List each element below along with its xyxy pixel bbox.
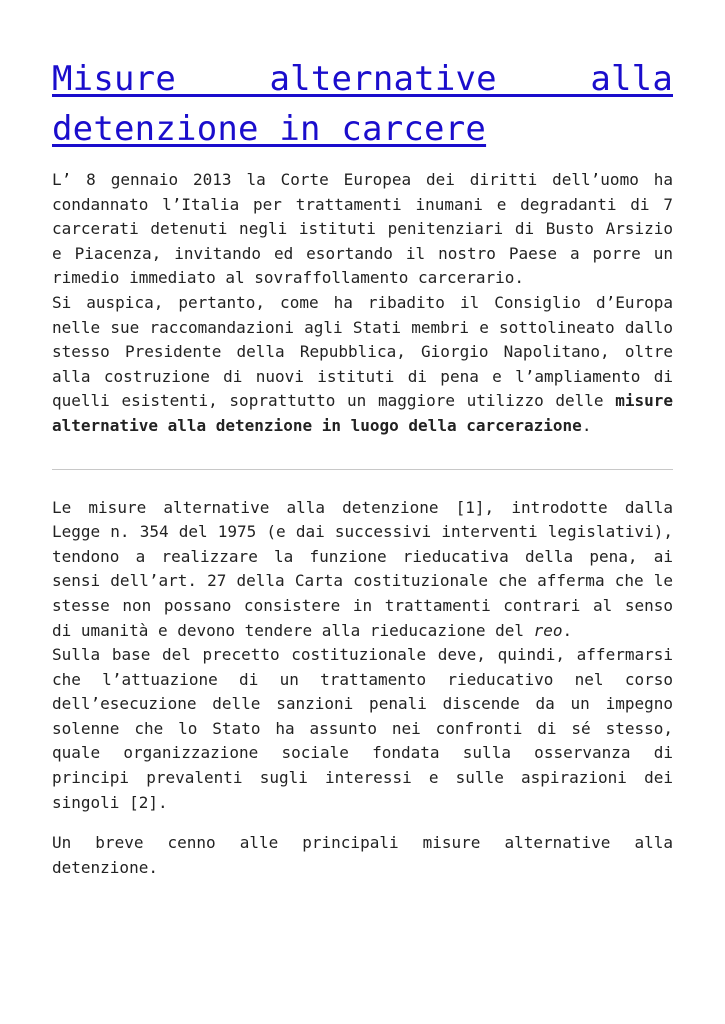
article-title-link[interactable]: Misure alternative alla detenzione in carcere bbox=[52, 59, 673, 149]
intro-paragraph-2 bbox=[52, 291, 673, 439]
intro-paragraph-2-end: . bbox=[581, 415, 592, 435]
body-paragraph-3: Un breve cenno alle principali misure alternative alla detenzione. bbox=[52, 833, 673, 877]
body-paragraph-1-end: . bbox=[562, 620, 573, 640]
intro-paragraph-1: L’ 8 gennaio 2013 la Corte Europea dei diritti dell’uomo ha condannato l’Italia per trattamenti inumani e degradanti di 7 carcerati detenuti negli istituti penitenziari di Busto Arsizio e Piacenza, invitando ed esortando il nostro Paese a porre un rimedio immediato al sovraffollamento carcerario. bbox=[52, 170, 673, 288]
body-paragraph-1-text: Le misure alternative alla detenzione [1], introdotte dalla Legge n. 354 del 1975 (e dai successivi interventi legislativi), tendono a realizzare la funzione rieducativa della pena, ai sensi dell’art. 27 della Carta costituzionale che afferma che le stesse non possano consistere in trattamenti contrari al senso di umanità e devono tendere alla rieducazione del bbox=[52, 497, 673, 640]
body-paragraph-2: Sulla base del precetto costituzionale deve, quindi, affermarsi che l’attuazione di un trattamento rieducativo nel corso dell’esecuzione delle sanzioni penali discende da un impegno solenne che lo Stato ha assunto nei confronti di sé stesso, quale organizzazione sociale fondata sulla osservanza di principi prevalenti sugli interessi e sulle aspirazioni dei singoli [2]. bbox=[52, 645, 673, 812]
article bbox=[52, 54, 673, 880]
intro-text bbox=[52, 168, 673, 439]
section-divider bbox=[52, 469, 673, 470]
body-text bbox=[52, 496, 673, 816]
intro-paragraph-2-bold: misure alternative alla detenzione in luogo della carcerazione bbox=[52, 391, 673, 435]
intro-paragraph-2-text: Si auspica, pertanto, come ha ribadito il Consiglio d’Europa nelle sue raccomandazioni agli Stati membri e sottolineato dallo stesso Presidente della Repubblica, Giorgio Napolitano, oltre alla costruzione di nuovi istituti di pena e l’ampliamento di quelli esistenti, soprattutto un maggiore utilizzo delle bbox=[52, 292, 673, 411]
body-paragraph-1-italic: reo bbox=[533, 620, 563, 640]
body-paragraph-1 bbox=[52, 496, 673, 644]
